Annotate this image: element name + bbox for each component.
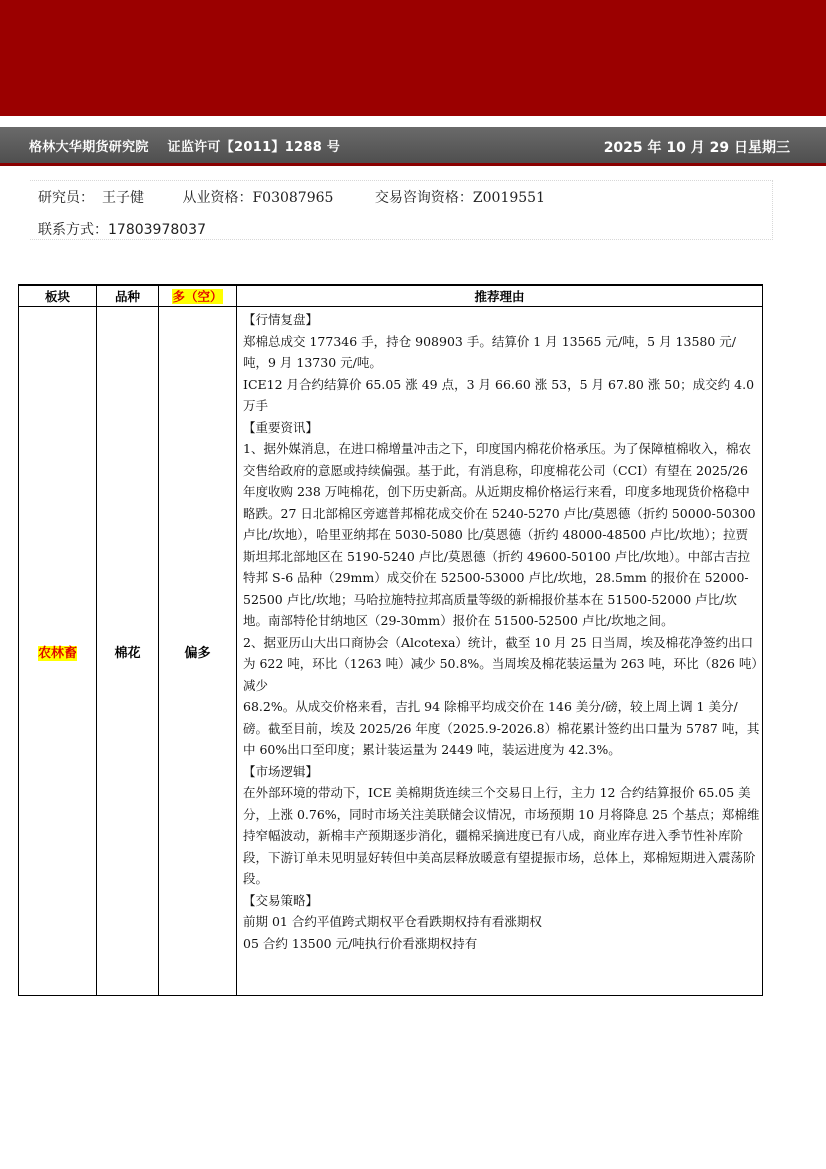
info-bar (0, 127, 826, 166)
researcher-name: 王子健 (102, 190, 144, 206)
reason-paragraph: 在外部环境的带动下，ICE 美棉期货连续三个交易日上行，主力 12 合约结算报价 65.05 美分，上涨 0.76%，同时市场关注美联储会议情况，市场预期 10 月将降息 25 个基点；郑棉维持窄幅波动，新棉丰产预期逐步消化，疆棉采摘进度已有八成，商业库存进入季节性补库阶段，下游订单未见明显好转但中美高层释放暖意有望提振市场，总体上，郑棉短期进入震荡阶段。 (243, 785, 760, 886)
recommendation-table (18, 284, 763, 996)
reason-paragraph: 郑棉总成交 177346 手，持仓 908903 手。结算价 1 月 13565 元/吨，5 月 13580 元/吨，9 月 13730 元/吨。 (243, 333, 737, 370)
meta-row-1 (38, 187, 545, 207)
meta-row-2 (38, 219, 206, 239)
reason-heading-strategy: 【交易策略】 (243, 892, 319, 908)
researcher-label: 研究员： (38, 190, 94, 206)
table-header-row (19, 285, 763, 307)
qualification-group (182, 187, 370, 207)
reason-heading-logic: 【市场逻辑】 (243, 763, 319, 779)
reason-heading-news: 【重要资讯】 (243, 419, 319, 435)
contact-value: 17803978037 (108, 222, 206, 238)
reason-paragraph: ICE12 月合约结算价 65.05 涨 49 点，3 月 66.60 涨 53，5 月 67.80 涨 50；成交约 4.0 万手 (243, 376, 755, 413)
reason-paragraph: 前期 01 合约平值跨式期权平仓看跌期权持有看涨期权 (243, 914, 542, 929)
reason-paragraph: 1、据外媒消息，在进口棉增量冲击之下，印度国内棉花价格承压。为了保障植棉收入，棉农交售给政府的意愿或持续偏强。基于此，有消息称，印度棉花公司（CCI）有望在 2025/26 年度收购 238 万吨棉花，创下历史新高。从近期皮棉价格运行来看，印度多地现货价格稳中略跌。27 日北部棉区旁遮普邦棉花成交价在 5240-5270 卢比/莫恩德（折约 50000-50300 卢比/坎地），哈里亚纳邦在 5030-5080 比/莫恩德（折约 48000-48500 卢比/坎地）；拉贾斯坦邦北部地区在 5190-5240 卢比/莫恩德（折约 49600-50100 卢比/坎地）。中部古吉拉特邦 S-6 品种（29mm）成交价在 52500-53000 卢比/坎地，28.5mm 的报价在 52000-52500 卢比/坎地；马哈拉施特拉邦高质量等级的新棉报价基本在 51500-52000 卢比/坎地。南部特伦甘纳地区（29-30mm）报价在 51500-52500 卢比/坎地之间。 (243, 441, 756, 628)
header-direction (159, 285, 237, 307)
direction-header-highlight: 多（空） (172, 289, 223, 304)
reason-heading-review: 【行情复盘】 (243, 312, 319, 327)
institute-name: 格林大华期货研究院 (29, 140, 149, 155)
consulting-label: 交易咨询资格： (374, 190, 473, 206)
reason-paragraph: 2、据亚历山大出口商协会（Alcotexa）统计，截至 10 月 25 日当周，埃及棉花净签约出口为 622 吨，环比（1263 吨）减少 50.8%。当周埃及棉花装运量为 263 吨，环比（826 吨）减少 (243, 634, 758, 693)
consulting-value: Z0019551 (472, 190, 545, 206)
sector-cell (19, 307, 97, 996)
consulting-group (375, 190, 545, 206)
contact-label: 联系方式： (38, 222, 108, 238)
reason-paragraph: 68.2%。从成交价格来看，吉扎 94 除棉平均成交价在 146 美分/磅，较上周上调 1 美分/磅。截至目前，埃及 2025/26 年度（2025.9-2026.8）棉花累计签约出口量为 5787 吨，其中 60%出口至印度；累计装运量为 2449 吨，装运进度为 42.3%。 (243, 699, 760, 757)
header-reason: 推荐理由 (237, 285, 763, 307)
top-banner (0, 0, 826, 116)
header-variety: 品种 (97, 285, 159, 307)
qualification-label: 从业资格： (182, 190, 253, 206)
institute-info (29, 136, 354, 155)
report-date: 2025 年 10 月 29 日星期三 (603, 140, 790, 156)
qualification-value: F03087965 (252, 190, 334, 206)
researcher-meta (30, 180, 773, 240)
reason-paragraph: 05 合约 13500 元/吨执行价看涨期权持有 (243, 935, 478, 951)
researcher-group (38, 187, 178, 207)
sector-value: 农林畜 (37, 645, 77, 661)
table-row (19, 307, 763, 996)
license-number: 证监许可【2011】1288 号 (167, 140, 341, 155)
variety-cell: 棉花 (97, 307, 159, 996)
direction-cell: 偏多 (159, 307, 237, 996)
header-sector: 板块 (19, 285, 97, 307)
reason-cell (237, 307, 763, 996)
